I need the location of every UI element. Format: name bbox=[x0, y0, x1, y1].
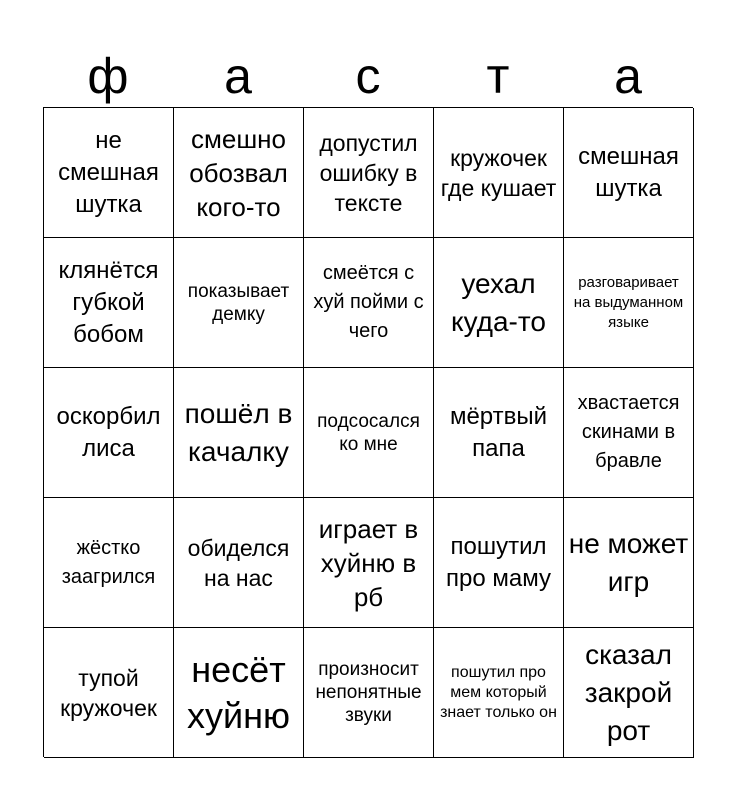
bingo-cell[interactable] bbox=[174, 498, 304, 628]
bingo-header bbox=[43, 44, 693, 108]
bingo-cell[interactable] bbox=[174, 238, 304, 368]
cell-text: оскорбил лиса bbox=[56, 402, 161, 462]
bingo-cell[interactable] bbox=[174, 628, 304, 758]
bingo-grid bbox=[43, 107, 693, 757]
bingo-cell[interactable] bbox=[434, 498, 564, 628]
bingo-cell[interactable] bbox=[304, 628, 434, 758]
cell-text: обиделся на нас bbox=[187, 534, 290, 591]
cell-text: кружочек где кушает bbox=[440, 144, 557, 201]
bingo-cell[interactable] bbox=[564, 628, 694, 758]
bingo-cell[interactable] bbox=[304, 498, 434, 628]
bingo-cell[interactable] bbox=[434, 108, 564, 238]
cell-text: сказал закрой рот bbox=[584, 638, 673, 746]
bingo-cell[interactable] bbox=[434, 368, 564, 498]
cell-text: допустил ошибку в тексте bbox=[319, 129, 418, 216]
bingo-cell[interactable] bbox=[44, 628, 174, 758]
header-letter: т bbox=[486, 48, 510, 104]
cell-text: уехал куда-то bbox=[451, 267, 546, 337]
bingo-cell[interactable] bbox=[564, 108, 694, 238]
bingo-cell[interactable] bbox=[174, 368, 304, 498]
bingo-cell[interactable] bbox=[434, 238, 564, 368]
cell-text: жёстко заагрился bbox=[61, 536, 156, 588]
cell-text: несёт хуйню bbox=[187, 648, 290, 736]
cell-text: пошутил про мем который знает только он bbox=[440, 663, 557, 721]
bingo-cell[interactable] bbox=[304, 108, 434, 238]
cell-text: пошутил про маму bbox=[446, 532, 551, 592]
cell-text: тупой кружочек bbox=[60, 664, 157, 721]
cell-text: не может игр bbox=[568, 527, 689, 597]
bingo-cell[interactable] bbox=[564, 238, 694, 368]
cell-text: смеётся с хуй пойми с чего bbox=[313, 262, 424, 342]
cell-text: разговаривает на выдуманном языке bbox=[573, 273, 684, 331]
header-letter: а bbox=[224, 48, 252, 104]
bingo-cell[interactable] bbox=[564, 368, 694, 498]
header-letter: а bbox=[614, 48, 642, 104]
bingo-cell[interactable] bbox=[564, 498, 694, 628]
cell-text: смешная шутка bbox=[578, 142, 679, 202]
bingo-cell[interactable] bbox=[304, 368, 434, 498]
cell-text: играет в хуйню в рб bbox=[318, 513, 419, 612]
cell-text: клянётся губкой бобом bbox=[58, 256, 159, 348]
cell-text: произносит непонятные звуки bbox=[315, 659, 422, 726]
bingo-cell[interactable] bbox=[174, 108, 304, 238]
bingo-cell[interactable] bbox=[44, 498, 174, 628]
header-letter: ф bbox=[87, 48, 129, 104]
cell-text: мёртвый папа bbox=[449, 402, 548, 462]
bingo-cell[interactable] bbox=[44, 368, 174, 498]
bingo-cell[interactable] bbox=[44, 238, 174, 368]
bingo-cell[interactable] bbox=[434, 628, 564, 758]
cell-text: не смешная шутка bbox=[58, 126, 159, 218]
cell-text: показывает демку bbox=[187, 280, 290, 325]
bingo-cell[interactable] bbox=[44, 108, 174, 238]
header-letter: с bbox=[355, 48, 381, 104]
cell-text: пошёл в качалку bbox=[184, 397, 293, 467]
bingo-cell[interactable] bbox=[304, 238, 434, 368]
cell-text: смешно обозвал кого-то bbox=[189, 123, 288, 222]
cell-text: хвастается скинами в бравле bbox=[577, 392, 680, 472]
cell-text: подсосался ко мне bbox=[317, 410, 420, 455]
